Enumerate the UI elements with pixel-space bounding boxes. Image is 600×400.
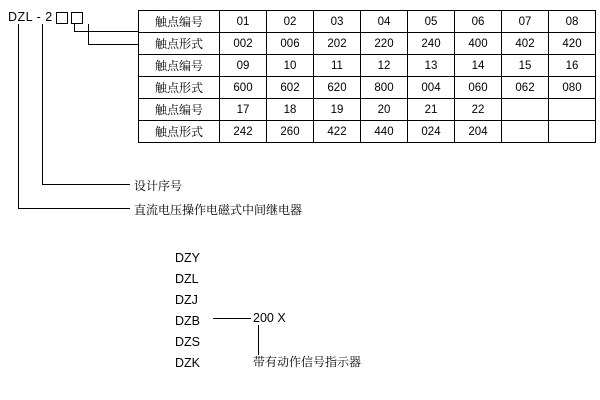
- table-cell: 18: [267, 99, 314, 121]
- leader-contact-number-vertical: [88, 24, 89, 44]
- table-cell: 602: [267, 77, 314, 99]
- table-cell: [502, 121, 549, 143]
- leader-series-suffix-horizontal: [213, 318, 251, 319]
- row-header: 触点形式: [139, 121, 220, 143]
- table-row: [139, 11, 596, 33]
- row-header: 触点编号: [139, 11, 220, 33]
- table-cell: 21: [408, 99, 455, 121]
- series-item: DZK: [175, 356, 200, 370]
- table-cell: 800: [361, 77, 408, 99]
- table-cell: 02: [267, 11, 314, 33]
- table-cell: 062: [502, 77, 549, 99]
- row-header: 触点编号: [139, 55, 220, 77]
- table-cell: [549, 99, 596, 121]
- table-cell: 260: [267, 121, 314, 143]
- table-cell: 220: [361, 33, 408, 55]
- series-item: DZL: [175, 272, 199, 286]
- annotation-product-name: 直流电压操作电磁式中间继电器: [134, 203, 303, 217]
- table-cell: 440: [361, 121, 408, 143]
- series-note: 带有动作信号指示器: [253, 355, 362, 369]
- table-cell: 006: [267, 33, 314, 55]
- series-item: DZB: [175, 314, 200, 328]
- table-cell: 002: [220, 33, 267, 55]
- table-row: [139, 33, 596, 55]
- contact-spec-table: [138, 10, 596, 143]
- table-cell: 620: [314, 77, 361, 99]
- table-cell: 060: [455, 77, 502, 99]
- table-cell: 240: [408, 33, 455, 55]
- table-cell: 13: [408, 55, 455, 77]
- table-cell: 024: [408, 121, 455, 143]
- table-cell: 14: [455, 55, 502, 77]
- annotation-design-serial: 设计序号: [134, 179, 183, 193]
- model-box-1: [56, 12, 68, 24]
- table-cell: 16: [549, 55, 596, 77]
- leader-design-serial-vertical: [42, 24, 43, 184]
- series-item: DZY: [175, 251, 200, 265]
- table-cell: 202: [314, 33, 361, 55]
- table-cell: [549, 121, 596, 143]
- table-row: [139, 121, 596, 143]
- table-cell: 03: [314, 11, 361, 33]
- row-header: 触点形式: [139, 77, 220, 99]
- table-cell: 402: [502, 33, 549, 55]
- table-cell: 19: [314, 99, 361, 121]
- model-prefix: DZL - 2: [8, 10, 53, 24]
- row-header: 触点编号: [139, 99, 220, 121]
- table-cell: 09: [220, 55, 267, 77]
- table-cell: 01: [220, 11, 267, 33]
- table-cell: 08: [549, 11, 596, 33]
- leader-contact-form-horizontal: [74, 31, 138, 32]
- table-cell: 20: [361, 99, 408, 121]
- table-cell: 400: [455, 33, 502, 55]
- table-cell: 07: [502, 11, 549, 33]
- leader-contact-number-horizontal: [88, 44, 138, 45]
- table-row: [139, 77, 596, 99]
- leader-contact-form-vertical: [74, 24, 75, 31]
- table-cell: 10: [267, 55, 314, 77]
- series-item: DZJ: [175, 293, 198, 307]
- table-cell: 080: [549, 77, 596, 99]
- table-cell: 05: [408, 11, 455, 33]
- table-cell: 420: [549, 33, 596, 55]
- contact-spec-table-body: [139, 11, 596, 143]
- table-cell: 600: [220, 77, 267, 99]
- table-cell: [502, 99, 549, 121]
- leader-design-serial-horizontal: [42, 184, 130, 185]
- leader-product-name-vertical: [18, 24, 19, 208]
- table-cell: 12: [361, 55, 408, 77]
- table-row: [139, 99, 596, 121]
- row-header: 触点形式: [139, 33, 220, 55]
- leader-series-note-vertical: [258, 325, 259, 355]
- table-cell: 11: [314, 55, 361, 77]
- table-cell: 422: [314, 121, 361, 143]
- series-item: DZS: [175, 335, 200, 349]
- model-code: [8, 10, 83, 24]
- leader-product-name-horizontal: [18, 208, 130, 209]
- table-cell: 004: [408, 77, 455, 99]
- series-list: [175, 248, 200, 374]
- table-cell: 204: [455, 121, 502, 143]
- table-cell: 06: [455, 11, 502, 33]
- table-cell: 04: [361, 11, 408, 33]
- table-cell: 15: [502, 55, 549, 77]
- table-row: [139, 55, 596, 77]
- table-cell: 242: [220, 121, 267, 143]
- table-cell: 22: [455, 99, 502, 121]
- model-box-2: [71, 12, 83, 24]
- series-suffix: 200 X: [253, 311, 286, 325]
- table-cell: 17: [220, 99, 267, 121]
